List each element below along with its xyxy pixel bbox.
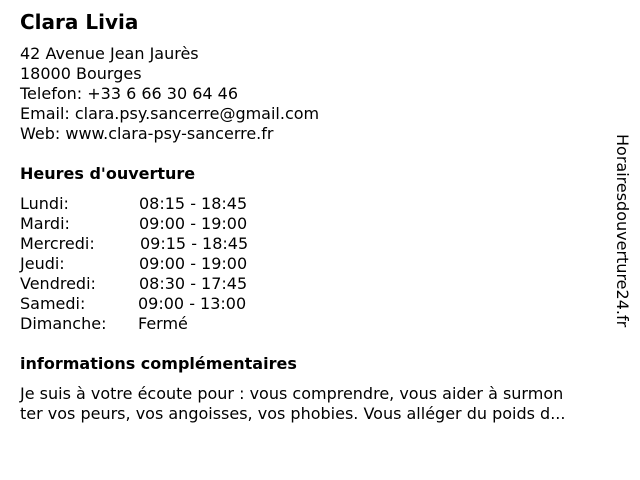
day-hours: Fermé	[138, 314, 188, 333]
day-hours: 08:15 - 18:45	[139, 194, 248, 213]
day-hours: 09:00 - 19:00	[139, 214, 248, 233]
day-label: Vendredi:	[20, 274, 96, 293]
info-line: ter vos peurs, vos angoisses, vos phobies. Vous alléger du poids d...	[20, 404, 566, 423]
info-line: Je suis à votre écoute pour : vous comprendre, vous aider à surmon	[20, 384, 564, 403]
phone-line: Telefon: +33 6 66 30 64 46	[20, 84, 239, 103]
business-name: Clara Livia	[20, 10, 139, 34]
day-label: Lundi:	[20, 194, 69, 213]
city-line: 18000 Bourges	[20, 64, 142, 83]
day-hours: 09:00 - 13:00	[138, 294, 247, 313]
additional-info-heading: informations complémentaires	[20, 354, 297, 373]
website-line: Web: www.clara-psy-sancerre.fr	[20, 124, 274, 143]
day-label: Mercredi:	[20, 234, 95, 253]
site-watermark: Horairesdouverture24.fr	[613, 134, 632, 328]
day-label: Mardi:	[20, 214, 70, 233]
opening-hours-heading: Heures d'ouverture	[20, 164, 196, 183]
day-label: Samedi:	[20, 294, 86, 313]
day-label: Dimanche:	[20, 314, 107, 333]
address-line: 42 Avenue Jean Jaurès	[20, 44, 199, 63]
day-hours: 09:15 - 18:45	[140, 234, 249, 253]
additional-info-text	[20, 384, 620, 424]
day-hours: 08:30 - 17:45	[139, 274, 248, 293]
contact-block	[20, 44, 319, 144]
day-hours: 09:00 - 19:00	[139, 254, 248, 273]
day-label: Jeudi:	[20, 254, 65, 273]
email-line: Email: clara.psy.sancerre@gmail.com	[20, 104, 320, 123]
